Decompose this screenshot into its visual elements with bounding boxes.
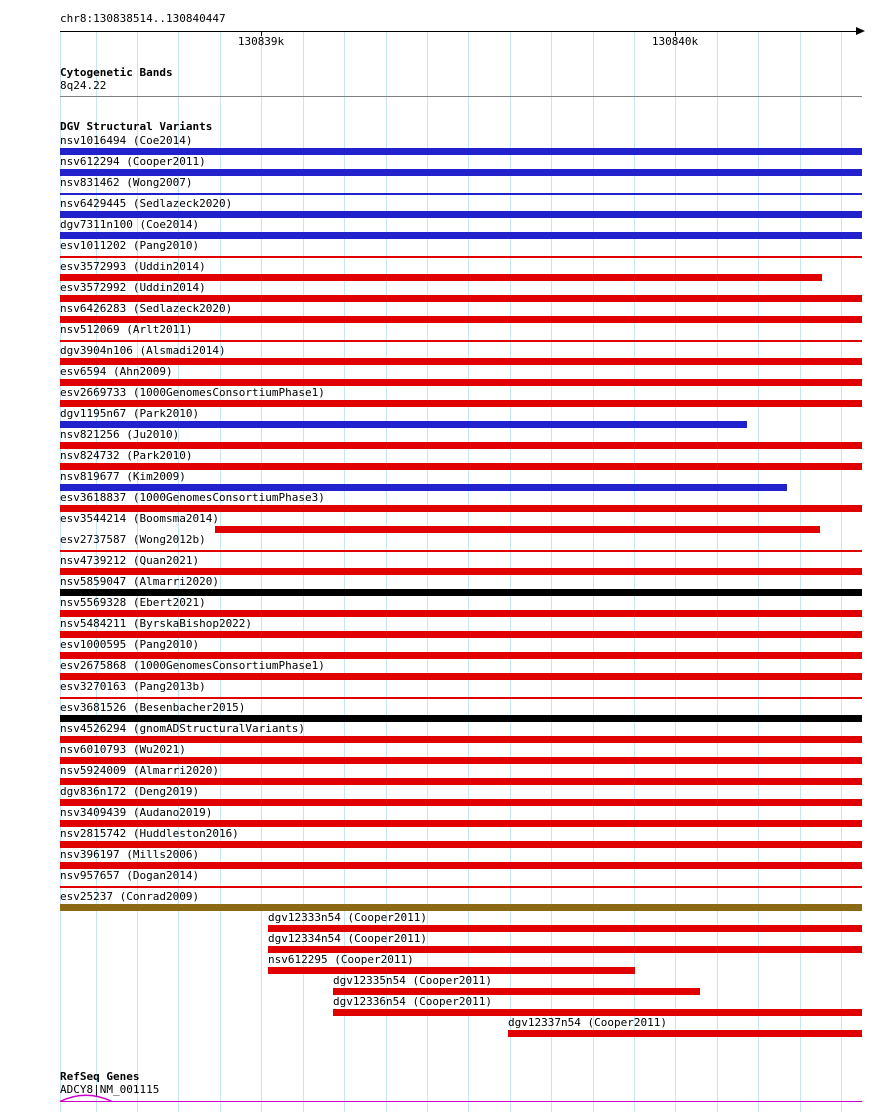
variant-bar[interactable]: [60, 505, 862, 512]
variant-bar[interactable]: [60, 610, 862, 617]
variant-label[interactable]: nsv821256 (Ju2010): [60, 428, 180, 441]
variant-bar[interactable]: [60, 652, 862, 659]
variant-bar[interactable]: [60, 379, 862, 386]
variant-label[interactable]: dgv12334n54 (Cooper2011): [268, 932, 427, 945]
variant-label[interactable]: nsv6429445 (Sedlazeck2020): [60, 197, 233, 210]
variant-label[interactable]: dgv836n172 (Deng2019): [60, 785, 200, 798]
variant-bar[interactable]: [60, 340, 862, 342]
variant-label[interactable]: dgv12336n54 (Cooper2011): [333, 995, 492, 1008]
variant-label[interactable]: dgv12335n54 (Cooper2011): [333, 974, 492, 987]
variant-label[interactable]: nsv5859047 (Almarri2020): [60, 575, 219, 588]
variant-label[interactable]: nsv6426283 (Sedlazeck2020): [60, 302, 233, 315]
variant-label[interactable]: esv3572992 (Uddin2014): [60, 281, 206, 294]
variant-bar[interactable]: [60, 550, 862, 552]
variant-bar[interactable]: [60, 715, 862, 722]
variant-label[interactable]: esv3572993 (Uddin2014): [60, 260, 206, 273]
cytoband-label: 8q24.22: [60, 79, 107, 92]
variant-label[interactable]: nsv4526294 (gnomADStructuralVariants): [60, 722, 306, 735]
variant-bar[interactable]: [60, 757, 862, 764]
variant-bar[interactable]: [508, 1030, 862, 1037]
variant-label[interactable]: nsv6010793 (Wu2021): [60, 743, 186, 756]
variant-label[interactable]: nsv396197 (Mills2006): [60, 848, 200, 861]
variant-label[interactable]: nsv612295 (Cooper2011): [268, 953, 414, 966]
variant-bar[interactable]: [60, 295, 862, 302]
variant-label[interactable]: esv1011202 (Pang2010): [60, 239, 200, 252]
variant-bar[interactable]: [60, 841, 862, 848]
variant-label[interactable]: esv3544214 (Boomsma2014): [60, 512, 219, 525]
variant-label[interactable]: nsv1016494 (Coe2014): [60, 134, 193, 147]
variant-bar[interactable]: [60, 274, 822, 281]
variant-bar[interactable]: [268, 946, 862, 953]
gene-model-line[interactable]: [60, 1101, 862, 1102]
region-coordinates: chr8:130838514..130840447: [60, 12, 226, 25]
variant-label[interactable]: nsv5569328 (Ebert2021): [60, 596, 206, 609]
gene-label[interactable]: ADCY8|NM_001115: [60, 1083, 160, 1096]
variant-bar[interactable]: [60, 484, 787, 491]
variant-bar[interactable]: [60, 820, 862, 827]
variant-bar[interactable]: [60, 697, 862, 699]
variant-bar[interactable]: [60, 778, 862, 785]
variant-bar[interactable]: [60, 193, 862, 195]
variant-bar[interactable]: [60, 148, 862, 155]
variant-bar[interactable]: [60, 211, 862, 218]
variant-bar[interactable]: [333, 1009, 862, 1016]
variant-label[interactable]: nsv2815742 (Huddleston2016): [60, 827, 239, 840]
variant-label[interactable]: dgv7311n100 (Coe2014): [60, 218, 200, 231]
variant-label[interactable]: dgv12337n54 (Cooper2011): [508, 1016, 667, 1029]
gene-model-curve: [58, 1089, 128, 1105]
variant-label[interactable]: nsv512069 (Arlt2011): [60, 323, 193, 336]
variant-label[interactable]: dgv3904n106 (Alsmadi2014): [60, 344, 226, 357]
cytoband-line: [60, 96, 862, 97]
variant-label[interactable]: esv2669733 (1000GenomesConsortiumPhase1): [60, 386, 325, 399]
variant-label[interactable]: esv3270163 (Pang2013b): [60, 680, 206, 693]
variant-bar[interactable]: [333, 988, 700, 995]
variant-label[interactable]: dgv12333n54 (Cooper2011): [268, 911, 427, 924]
section-title-refseq-genes: RefSeq Genes: [60, 1070, 140, 1083]
variant-bar[interactable]: [60, 316, 862, 323]
variant-bar[interactable]: [60, 421, 747, 428]
ruler-tick-label: 130839k: [237, 35, 285, 48]
variant-bar[interactable]: [268, 967, 635, 974]
variant-label[interactable]: dgv1195n67 (Park2010): [60, 407, 200, 420]
axis-arrow-icon: [856, 27, 865, 35]
variant-label[interactable]: esv2675868 (1000GenomesConsortiumPhase1): [60, 659, 325, 672]
variant-label[interactable]: nsv612294 (Cooper2011): [60, 155, 206, 168]
variant-label[interactable]: esv2737587 (Wong2012b): [60, 533, 206, 546]
variant-label[interactable]: esv6594 (Ahn2009): [60, 365, 173, 378]
variant-bar[interactable]: [60, 232, 862, 239]
variant-label[interactable]: esv3618837 (1000GenomesConsortiumPhase3): [60, 491, 325, 504]
variant-label[interactable]: esv25237 (Conrad2009): [60, 890, 200, 903]
variant-bar[interactable]: [60, 589, 862, 596]
variant-bar[interactable]: [60, 463, 862, 470]
variant-bar[interactable]: [60, 169, 862, 176]
variant-label[interactable]: nsv819677 (Kim2009): [60, 470, 186, 483]
variant-label[interactable]: nsv5484211 (ByrskaBishop2022): [60, 617, 253, 630]
variant-label[interactable]: esv1000595 (Pang2010): [60, 638, 200, 651]
variant-bar[interactable]: [60, 886, 862, 888]
section-title-dgv-structural-variants: DGV Structural Variants: [60, 120, 213, 133]
variant-label[interactable]: nsv824732 (Park2010): [60, 449, 193, 462]
variant-bar[interactable]: [60, 799, 862, 806]
variant-label[interactable]: nsv4739212 (Quan2021): [60, 554, 200, 567]
variant-bar[interactable]: [60, 400, 862, 407]
variant-bar[interactable]: [60, 568, 862, 575]
variant-bar[interactable]: [60, 358, 862, 365]
variant-bar[interactable]: [215, 526, 820, 533]
variant-bar[interactable]: [60, 904, 862, 911]
variant-bar[interactable]: [268, 925, 862, 932]
variant-bar[interactable]: [60, 442, 862, 449]
variant-label[interactable]: nsv831462 (Wong2007): [60, 176, 193, 189]
ruler-tick-label: 130840k: [651, 35, 699, 48]
variant-label[interactable]: esv3681526 (Besenbacher2015): [60, 701, 246, 714]
section-title-cytogenetic-bands: Cytogenetic Bands: [60, 66, 173, 79]
variant-bar[interactable]: [60, 631, 862, 638]
variant-bar[interactable]: [60, 256, 862, 258]
variant-label[interactable]: nsv5924009 (Almarri2020): [60, 764, 219, 777]
variant-bar[interactable]: [60, 862, 862, 869]
variant-bar[interactable]: [60, 736, 862, 743]
variant-label[interactable]: nsv3409439 (Audano2019): [60, 806, 213, 819]
variant-bar[interactable]: [60, 673, 862, 680]
ruler-axis-line: [60, 31, 857, 32]
variant-label[interactable]: nsv957657 (Dogan2014): [60, 869, 200, 882]
